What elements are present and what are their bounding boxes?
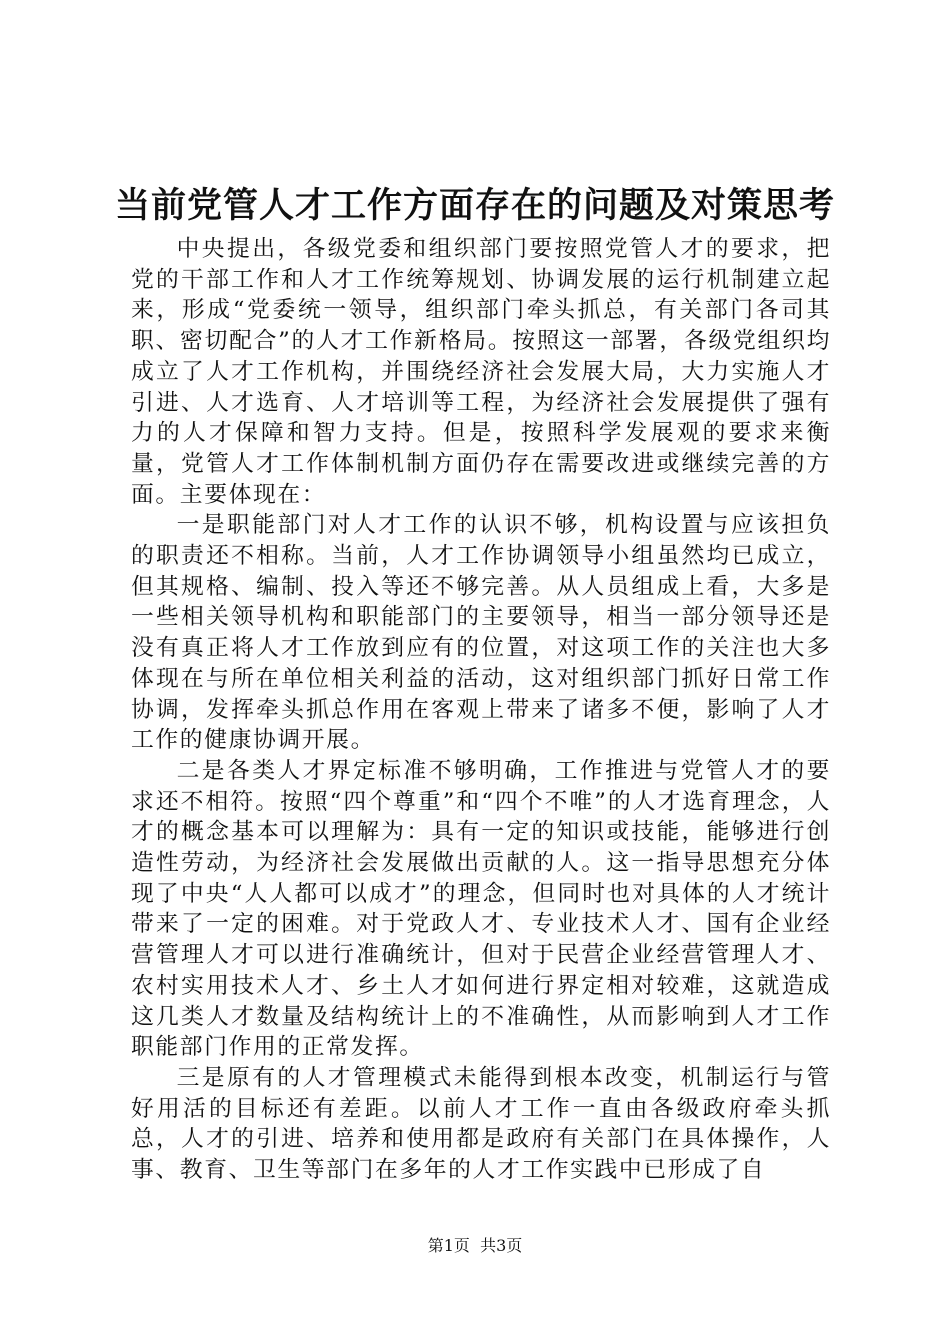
page-footer <box>0 1235 950 1257</box>
paragraph-point-one: 一是职能部门对人才工作的认识不够，机构设置与应该担负的职责还不相称。当前，人才工作协调领导小组虽然均已成立，但其规格、编制、投入等还不够完善。从人员组成上看，大多是一些相关领导机构和职能部门的主要领导，相当一部分领导还是没有真正将人才工作放到应有的位置，对这项工作的关注也大多体现在与所在单位相关利益的活动，这对组织部门抓好日常工作协调，发挥牵头抓总作用在客观上带来了诸多不便，影响了人才工作的健康协调开展。 <box>131 512 831 754</box>
paragraph-point-three: 三是原有的人才管理模式未能得到根本改变，机制运行与管好用活的目标还有差距。以前人才工作一直由各级政府牵头抓总，人才的引进、培养和使用都是政府有关部门在具体操作，人事、教育、卫生等部门在多年的人才工作实践中已形成了自 <box>131 1064 831 1184</box>
page-total: 共3页 <box>480 1236 523 1255</box>
document-body <box>131 234 831 1186</box>
paragraph-intro: 中央提出，各级党委和组织部门要按照党管人才的要求，把党的干部工作和人才工作统筹规划、协调发展的运行机制建立起来，形成“党委统一领导，组织部门牵头抓总，有关部门各司其职、密切配合”的人才工作新格局。按照这一部署，各级党组织均成立了人才工作机构，并围绕经济社会发展大局，大力实施人才引进、人才选育、人才培训等工程，为经济社会发展提供了强有力的人才保障和智力支持。但是，按照科学发展观的要求来衡量，党管人才工作体制机制方面仍存在需要改进或继续完善的方面。主要体现在： <box>131 236 831 508</box>
paragraph-point-two: 二是各类人才界定标准不够明确，工作推进与党管人才的要求还不相符。按照“四个尊重”和“四个不唯”的人才选育理念，人才的概念基本可以理解为：具有一定的知识或技能，能够进行创造性劳动，为经济社会发展做出贡献的人。这一指导思想充分体现了中央“人人都可以成才”的理念，但同时也对具体的人才统计带来了一定的困难。对于党政人才、专业技术人才、国有企业经营管理人才可以进行准确统计，但对于民营企业经营管理人才、农村实用技术人才、乡土人才如何进行界定相对较难，这就造成这几类人才数量及结构统计上的不准确性，从而影响到人才工作职能部门作用的正常发挥。 <box>131 757 831 1061</box>
page-number: 第1页 <box>427 1236 470 1255</box>
document-title: 当前党管人才工作方面存在的问题及对策思考 <box>114 185 835 226</box>
